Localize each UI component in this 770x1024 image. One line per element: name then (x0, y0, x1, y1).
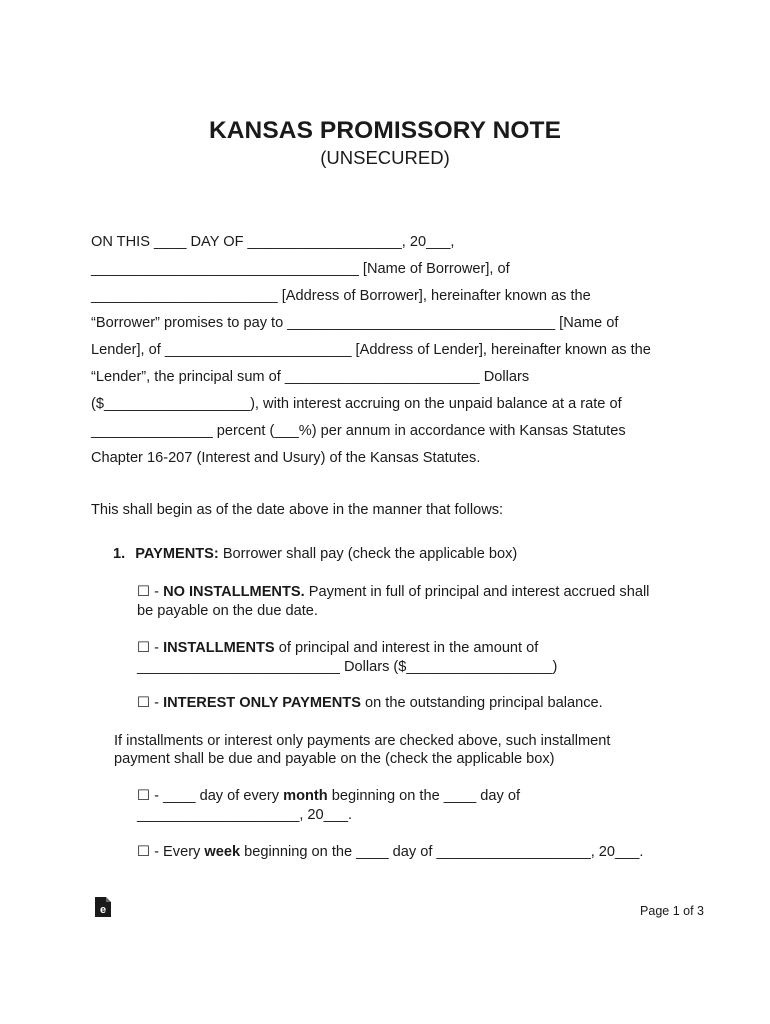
intro-line: _______________________ [Address of Borrower], hereinafter known as the (91, 288, 591, 304)
intro-line: Lender], of _______________________ [Address of Lender], hereinafter known as the (91, 342, 651, 358)
option-installments[interactable] (137, 639, 538, 657)
option-weekly[interactable] (137, 843, 643, 861)
checkbox-prefix[interactable]: ☐ - (137, 584, 164, 600)
intro-line: “Borrower” promises to pay to _________________________________ [Name of (91, 315, 619, 331)
checkbox-prefix[interactable]: ☐ - (137, 640, 164, 656)
option-label: month (283, 788, 328, 804)
option-text: beginning on the ____ day of ___________________, 20___. (240, 844, 644, 860)
section-number: 1. (113, 546, 126, 562)
option-label: NO INSTALLMENTS. (163, 584, 305, 600)
checkbox-prefix[interactable]: ☐ - ____ day of every (137, 788, 284, 804)
option-text: on the outstanding principal balance. (360, 695, 603, 711)
intro-line: “Lender”, the principal sum of ________________________ Dollars (91, 369, 530, 385)
intro-line: Chapter 16-207 (Interest and Usury) of the Kansas Statutes. (91, 450, 481, 466)
conditional-line: payment shall be due and payable on the (check the applicable box) (114, 751, 555, 767)
document-subtitle: (UNSECURED) (320, 147, 450, 168)
page-number: Page 1 of 3 (640, 904, 704, 918)
svg-text:e: e (99, 904, 107, 916)
option-label: INTEREST ONLY PAYMENTS (163, 695, 361, 711)
option-installments-line2: _________________________ Dollars ($__________________) (137, 659, 558, 675)
option-label: week (204, 844, 241, 860)
intro-line: ($__________________), with interest accruing on the unpaid balance at a rate of (91, 396, 622, 412)
section-heading-rest: Borrower shall pay (check the applicable box) (218, 546, 518, 562)
conditional-line: If installments or interest only payments are checked above, such installment (114, 733, 611, 749)
intro-line: ON THIS ____ DAY OF ___________________, 20___, (91, 234, 455, 250)
option-no-installments[interactable] (137, 583, 649, 601)
option-label: INSTALLMENTS (163, 640, 275, 656)
section-heading: PAYMENTS: (135, 546, 219, 562)
begin-statement: This shall begin as of the date above in the manner that follows: (91, 502, 504, 518)
checkbox-prefix[interactable]: ☐ - Every (137, 844, 205, 860)
option-text: of principal and interest in the amount of (274, 640, 539, 656)
option-text: Payment in full of principal and interest accrued shall (304, 584, 650, 600)
intro-line: _________________________________ [Name of Borrower], of (91, 261, 510, 277)
checkbox-prefix[interactable]: ☐ - (137, 695, 164, 711)
eforms-logo-icon (94, 896, 112, 918)
option-text: beginning on the ____ day of (327, 788, 521, 804)
option-monthly-line2: ____________________, 20___. (137, 807, 353, 823)
option-monthly[interactable] (137, 787, 520, 805)
document-title: KANSAS PROMISSORY NOTE (208, 117, 562, 144)
section-payments-heading (113, 545, 517, 563)
option-no-installments-line2: be payable on the due date. (137, 603, 318, 619)
option-interest-only[interactable] (137, 694, 603, 712)
intro-line: _______________ percent (___%) per annum in accordance with Kansas Statutes (91, 423, 626, 439)
